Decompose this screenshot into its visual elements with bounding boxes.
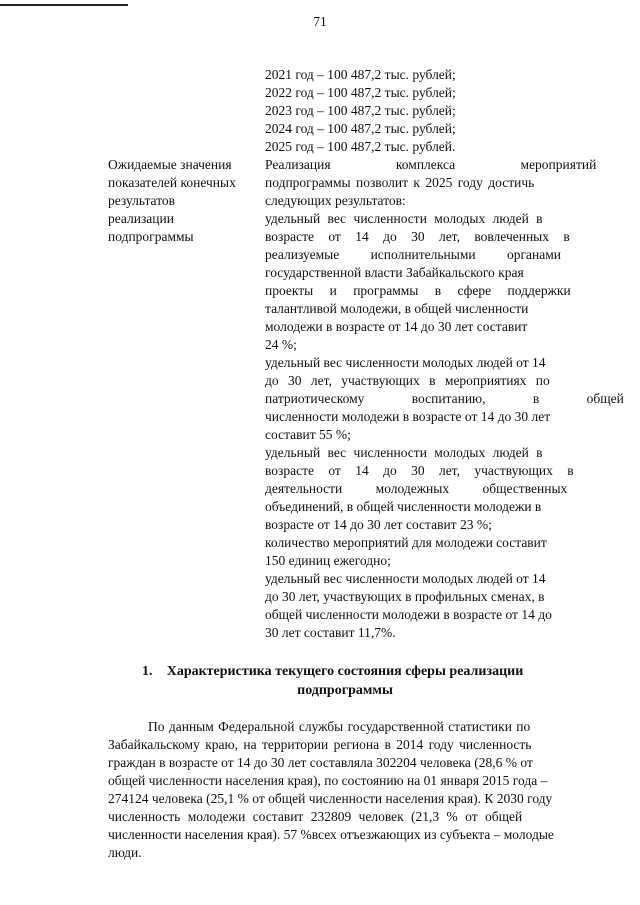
- results-text-line: подпрограммы позволит к 2025 году достичь: [265, 175, 535, 190]
- scan-edge-mark: [0, 4, 128, 6]
- results-text-line: до 30 лет, участвующих в профильных сменах, в: [265, 589, 545, 604]
- paragraph-line: граждан в возрасте от 14 до 30 лет составляла 302204 человека (28,6 % от: [108, 755, 533, 770]
- results-label-line: подпрограммы: [108, 229, 194, 244]
- results-text-line: составит 55 %;: [265, 427, 351, 442]
- results-label-line: результатов: [108, 193, 176, 208]
- results-text-line: удельный вес численности молодых людей от 14: [265, 355, 546, 370]
- results-text-line: удельный вес численности молодых людей от 14: [265, 571, 546, 586]
- results-text-line: возрасте от 14 до 30 лет, вовлеченных в: [265, 229, 570, 244]
- results-label-line: показателей конечных: [108, 175, 236, 190]
- paragraph-line: 274124 человека (25,1 % от общей численности населения края). К 2030 году: [108, 791, 553, 806]
- paragraph-line: По данным Федеральной службы государственной статистики по: [148, 719, 531, 734]
- results-text-line: удельный вес численности молодых людей в: [265, 211, 543, 226]
- financing-line: 2024 год – 100 487,2 тыс. рублей;: [265, 121, 456, 136]
- paragraph-line: люди.: [108, 845, 142, 860]
- results-text-line: деятельности молодежных общественных: [265, 481, 568, 496]
- financing-line: 2023 год – 100 487,2 тыс. рублей;: [265, 103, 456, 118]
- results-text-line: общей численности молодежи в возрасте от 14 до: [265, 607, 552, 622]
- results-text-line: государственной власти Забайкальского края: [265, 265, 524, 280]
- results-text-line: следующих результатов:: [265, 193, 406, 208]
- results-text-line: Реализация комплекса мероприятий: [265, 157, 597, 172]
- section-heading-cont: [0, 681, 640, 700]
- financing-line: 2021 год – 100 487,2 тыс. рублей;: [265, 67, 456, 82]
- paragraph-line: Забайкальскому краю, на территории региона в 2014 году численность: [108, 737, 532, 752]
- results-text-line: удельный вес численности молодых людей в: [265, 445, 543, 460]
- page-number: 71: [313, 14, 327, 29]
- results-text-line: молодежи в возрасте от 14 до 30 лет составит: [265, 319, 528, 334]
- results-text-line: талантливой молодежи, в общей численности: [265, 301, 529, 316]
- results-text-line: 150 единиц ежегодно;: [265, 553, 391, 568]
- section-title-line2: подпрограммы: [297, 683, 393, 698]
- section-heading: [0, 662, 640, 681]
- results-label-line: Ожидаемые значения: [108, 157, 232, 172]
- section-title-line1: Характеристика текущего состояния сферы реализации: [166, 664, 524, 679]
- results-text-line: объединений, в общей численности молодежи в: [265, 499, 542, 514]
- financing-line: 2025 год – 100 487,2 тыс. рублей.: [265, 139, 456, 154]
- results-label-line: реализации: [108, 211, 174, 226]
- results-text-line: 30 лет составит 11,7%.: [265, 625, 396, 640]
- results-text-line: 24 %;: [265, 337, 297, 352]
- results-text-line: количество мероприятий для молодежи составит: [265, 535, 547, 550]
- results-text-line: до 30 лет, участвующих в мероприятиях по: [265, 373, 550, 388]
- paragraph-line: общей численности населения края), по состоянию на 01 января 2015 года –: [108, 773, 548, 788]
- financing-line: 2022 год – 100 487,2 тыс. рублей;: [265, 85, 456, 100]
- section-number: 1.: [142, 664, 153, 679]
- results-text-line: патриотическому воспитанию, в общей: [265, 391, 624, 406]
- results-text-line: реализуемые исполнительными органами: [265, 247, 562, 262]
- results-text-line: численности молодежи в возрасте от 14 до 30 лет: [265, 409, 551, 424]
- results-text-line: возрасте от 14 до 30 лет составит 23 %;: [265, 517, 492, 532]
- paragraph-line: численности населения края). 57 %всех отъезжающих из субъекта – молодые: [108, 827, 554, 842]
- results-text-line: проекты и программы в сфере поддержки: [265, 283, 571, 298]
- paragraph-line: численность молодежи составит 232809 человек (21,3 % от общей: [108, 809, 523, 824]
- results-text-line: возрасте от 14 до 30 лет, участвующих в: [265, 463, 574, 478]
